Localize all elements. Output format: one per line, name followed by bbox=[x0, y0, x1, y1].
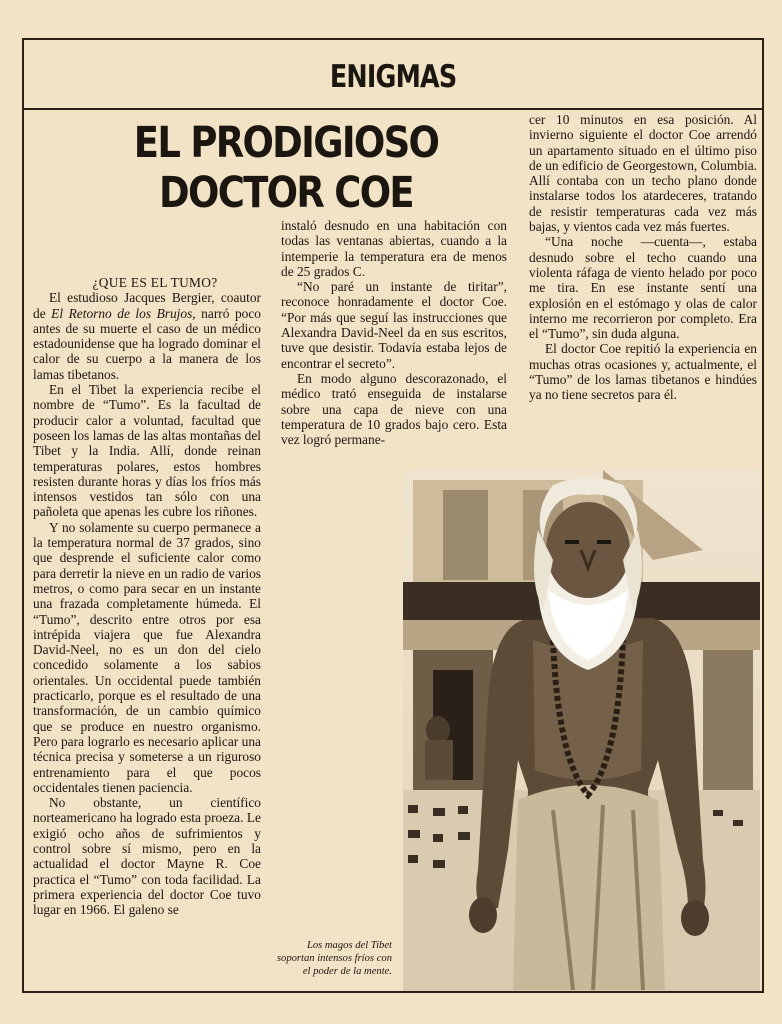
paragraph: “Una noche —cuenta—, estaba desnudo sobre el techo cuando una violenta ráfaga de viento helado por poco me tira. En ese instante sentí una explosión en el estómago y olas de calor interno me recorrieron por completo. Era el “Tumo”, sin duda alguna. bbox=[529, 234, 757, 342]
subheading: ¿QUE ES EL TUMO? bbox=[92, 275, 218, 290]
paragraph: “No paré un instante de tiritar”, reconoce honradamente el doctor Coe. “Por más que seguí las instrucciones que Alexandra David-Neel da en sus escritos, tuve que desistir. Todavía estaba lejos de encontrar el secreto”. bbox=[281, 279, 507, 371]
paragraph: cer 10 minutos en esa posición. Al invierno siguiente el doctor Coe arrendó un apartamento situado en el último piso de un edificio de Georgestown, Columbia. Allí contaba con un techo plano donde instalarse todos los atardeceres, tratando de resistir temperaturas cada vez más bajas, y vientos cada vez más fuertes. bbox=[529, 112, 757, 235]
article-headline bbox=[80, 118, 493, 218]
photo-caption: Los magos del Tibet soportan intensos fríos con el poder de la mente. bbox=[276, 940, 392, 977]
book-title: El Retorno de los Brujos, bbox=[51, 305, 196, 321]
paragraph: El estudioso Jacques Bergier, coautor de El Retorno de los Brujos, narró poco antes de su muerte el caso de un médico estadounidense que ha logrado dominar el calor de su cuerpo a la manera de los lamas tibetanos. bbox=[33, 290, 261, 382]
headline-line-2: DOCTOR COE bbox=[159, 168, 413, 218]
paragraph: El doctor Coe repitió la experiencia en muchas otras ocasiones y, actualmente, el “Tumo” de los lamas tibetanos e hindúes ya no tiene secretos para él. bbox=[529, 341, 757, 403]
paragraph: No obstante, un científico norteamericano ha logrado esta proeza. Le exigió ocho años de sufrimientos y control sobre sí mismo, pero en la actualidad el doctor Mayne R. Coe practica el “Tumo” con toda facilidad. La primera experiencia del doctor Coe tuvo lugar en 1966. El galeno se bbox=[33, 795, 261, 918]
paragraph: Y no solamente su cuerpo permanece a la temperatura normal de 37 grados, sino que desprende el suficiente calor como para derretir la nieve en un radio de varios metros, o como para secar en un instante una frazada completamente húmeda. El “Tumo”, descrito entre otros por esa intrépida viajera que fue Alexandra David-Neel, no es un don del cielo concedido solamente a los sabios orientales. Un occidental puede también practicarlo, porque es el resultado de una transformación, de un cambio químico que se produce en nuestro organismo. Pero para lograrlo es necesario aplicar una técnica precisa y someterse a un riguroso entrenamiento para el que pocos occidentales tienen paciencia. bbox=[33, 519, 261, 795]
article-frame bbox=[22, 38, 764, 993]
paragraph: En el Tibet la experiencia recibe el nombre de “Tumo”. Es la facultad de producir calor a voluntad, facultad que poseen los lamas de las altas montañas del Tibet y la India. Allí, donde reinan temperaturas polares, estos hombres resisten durante horas y días los fríos más intensos vestidos tan sólo con una pañoleta que apenas les cubre los riñones. bbox=[33, 382, 261, 520]
headline-line-1: EL PRODIGIOSO bbox=[133, 118, 439, 168]
paragraph: En modo alguno descorazonado, el médico trató enseguida de instalarse sobre una capa de nieve con una temperatura de 10 grados bajo cero. Esta vez logró permane- bbox=[281, 370, 507, 448]
lama-photo-illustration bbox=[403, 470, 760, 991]
column-3 bbox=[529, 112, 757, 403]
column-1 bbox=[33, 275, 261, 917]
section-header bbox=[24, 40, 762, 110]
paragraph: instaló desnudo en una habitación con todas las ventanas abiertas, cuando a la intemperie la temperatura era de menos de 25 grados C. bbox=[281, 218, 507, 279]
section-title: ENIGMAS bbox=[329, 59, 457, 95]
column-2 bbox=[281, 218, 507, 447]
lama-photo bbox=[403, 470, 760, 991]
